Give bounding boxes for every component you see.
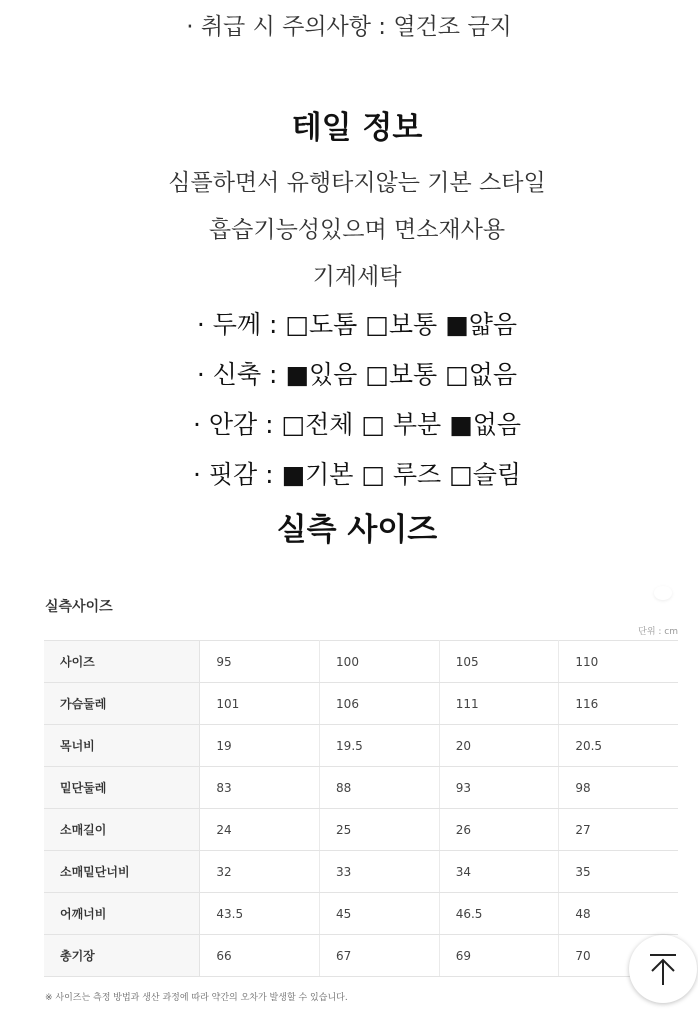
table-row [44, 641, 678, 683]
table-cell: 67 [320, 935, 440, 977]
scroll-to-top-button[interactable] [629, 935, 697, 1003]
stretch-property: · 신축 : ■있음 □보통 □없음 [196, 360, 518, 389]
fit-property: · 핏감 : ■기본 □ 루즈 □슬림 [192, 460, 522, 489]
table-cell: 34 [439, 851, 559, 893]
table-cell: 101 [200, 683, 320, 725]
table-cell: 26 [439, 809, 559, 851]
table-cell: 46.5 [439, 893, 559, 935]
table-cell: 111 [439, 683, 559, 725]
row-label: 어깨너비 [44, 893, 200, 935]
row-label: 목너비 [44, 725, 200, 767]
row-label: 가슴둘레 [44, 683, 200, 725]
fabric-info-title: 테일 정보 [291, 110, 423, 146]
table-cell: 100 [320, 641, 440, 683]
size-section-title: 실측 사이즈 [276, 512, 438, 548]
table-cell: 45 [320, 893, 440, 935]
table-cell: 69 [439, 935, 559, 977]
fabric-description-line: 흡습기능성있으며 면소재사용 [208, 217, 506, 243]
table-row [44, 851, 678, 893]
table-cell: 70 [559, 935, 678, 977]
table-cell: 95 [200, 641, 320, 683]
row-label: 총기장 [44, 935, 200, 977]
care-instructions: · 취급 시 주의사항 : 열건조 금지 [186, 14, 512, 40]
fabric-description-line: 심플하면서 유행타지않는 기본 스타일 [168, 170, 546, 196]
table-row [44, 809, 678, 851]
table-row [44, 767, 678, 809]
table-cell: 32 [200, 851, 320, 893]
table-cell: 110 [559, 641, 678, 683]
arrow-up-to-top-icon [648, 952, 678, 986]
table-cell: 48 [559, 893, 678, 935]
size-table-heading: 실측사이즈 [45, 599, 113, 615]
fabric-description-line: 기계세탁 [312, 264, 402, 290]
table-cell: 19 [200, 725, 320, 767]
size-footnote: ※ 사이즈는 측정 방법과 생산 과정에 따라 약간의 오차가 발생할 수 있습니다. [45, 993, 348, 1003]
table-cell: 93 [439, 767, 559, 809]
unit-note: 단위 : cm [638, 627, 678, 637]
lining-property: · 안감 : □전체 □ 부분 ■없음 [192, 410, 522, 439]
table-cell: 35 [559, 851, 678, 893]
table-cell: 19.5 [320, 725, 440, 767]
table-cell: 83 [200, 767, 320, 809]
table-row [44, 725, 678, 767]
table-cell: 24 [200, 809, 320, 851]
table-row [44, 893, 678, 935]
table-cell: 20.5 [559, 725, 678, 767]
table-cell: 116 [559, 683, 678, 725]
table-cell: 20 [439, 725, 559, 767]
size-table [44, 640, 678, 977]
table-cell: 43.5 [200, 893, 320, 935]
table-cell: 25 [320, 809, 440, 851]
table-cell: 98 [559, 767, 678, 809]
table-cell: 33 [320, 851, 440, 893]
decorative-dot [654, 586, 672, 600]
row-label: 소매길이 [44, 809, 200, 851]
thickness-property: · 두께 : □도톰 □보통 ■얇음 [196, 310, 518, 339]
table-cell: 105 [439, 641, 559, 683]
table-cell: 27 [559, 809, 678, 851]
table-cell: 88 [320, 767, 440, 809]
table-row [44, 683, 678, 725]
table-row [44, 935, 678, 977]
row-label: 밑단둘레 [44, 767, 200, 809]
table-cell: 66 [200, 935, 320, 977]
row-label: 사이즈 [44, 641, 200, 683]
table-cell: 106 [320, 683, 440, 725]
row-label: 소매밑단너비 [44, 851, 200, 893]
